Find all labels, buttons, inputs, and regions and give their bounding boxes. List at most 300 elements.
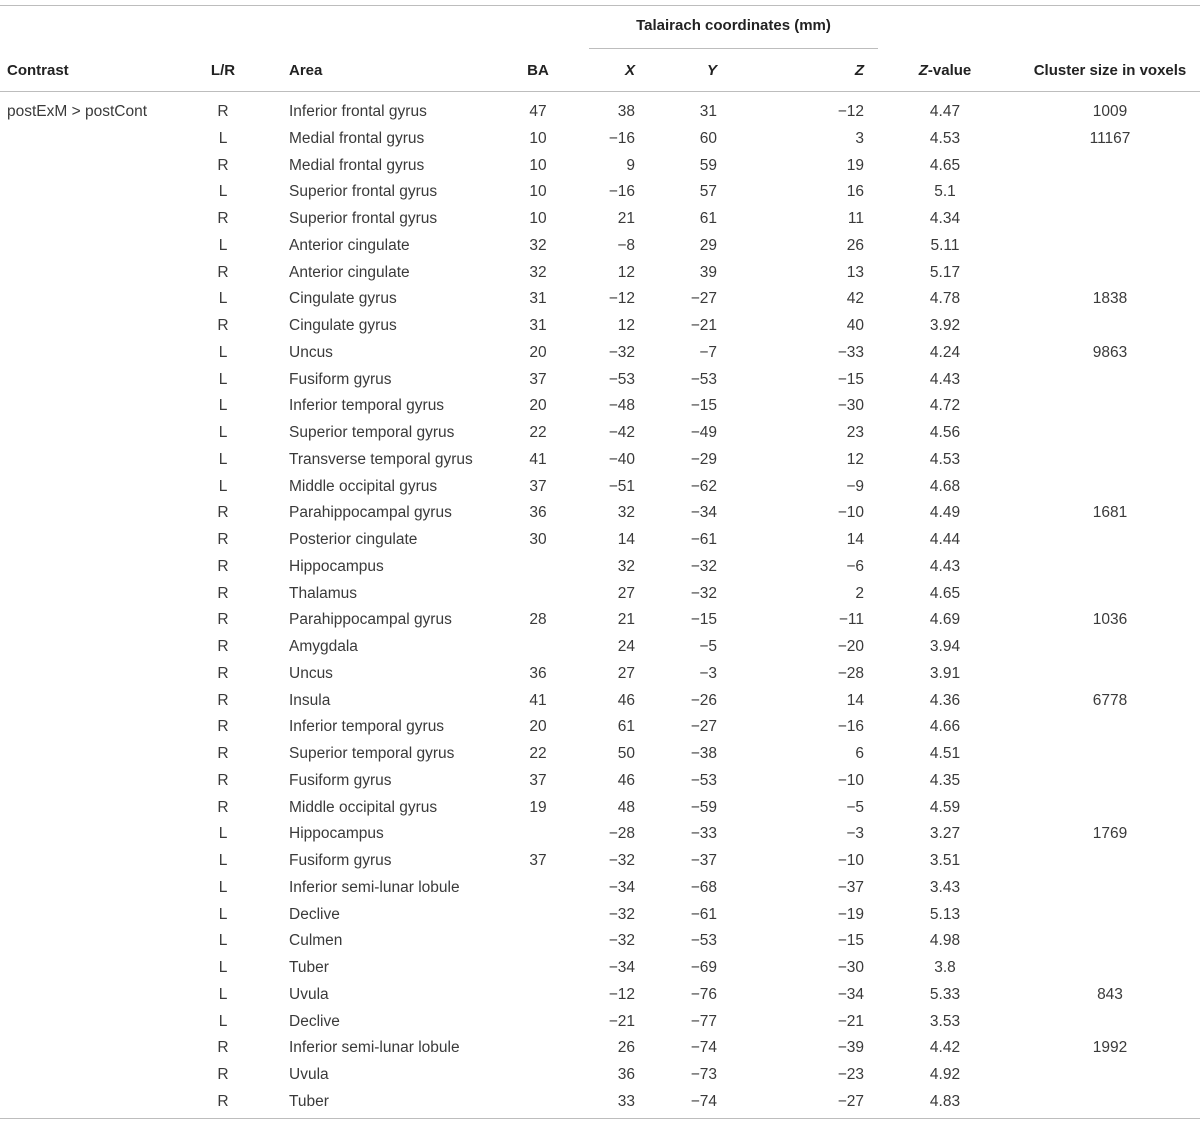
cell-z: −30 bbox=[837, 397, 864, 415]
cell-zvalue: 4.43 bbox=[929, 557, 961, 575]
cell-lr: R bbox=[217, 638, 229, 655]
cell-zvalue: 5.11 bbox=[930, 236, 960, 254]
header-y bbox=[660, 62, 717, 79]
cell-area: Uvula bbox=[289, 1066, 329, 1083]
cell-y: −68 bbox=[690, 878, 717, 896]
cell-cluster: 1992 bbox=[1092, 1039, 1128, 1057]
cell-y: 59 bbox=[699, 156, 717, 174]
cell-area: Superior temporal gyrus bbox=[289, 424, 455, 441]
cell-z: −20 bbox=[837, 638, 864, 655]
cell-y: −74 bbox=[690, 1039, 717, 1057]
cell-zvalue: 4.42 bbox=[929, 1039, 961, 1057]
cell-area: Thalamus bbox=[289, 584, 358, 602]
table-row bbox=[0, 954, 1200, 981]
table-row bbox=[0, 794, 1200, 821]
header-contrast: Contrast bbox=[7, 62, 69, 79]
cell-lr: R bbox=[217, 1039, 229, 1057]
cell-z: −27 bbox=[837, 1092, 864, 1110]
cell-z: −37 bbox=[837, 878, 864, 896]
cell-lr: L bbox=[218, 236, 228, 254]
cell-ba: 37 bbox=[529, 852, 547, 869]
cell-area: Fusiform gyrus bbox=[289, 370, 392, 388]
cell-x: −48 bbox=[608, 397, 635, 415]
table-row bbox=[0, 687, 1200, 714]
cell-area: Anterior cingulate bbox=[289, 263, 410, 281]
cell-area: Superior frontal gyrus bbox=[289, 183, 438, 201]
cell-lr: L bbox=[218, 290, 228, 308]
cell-y: −69 bbox=[690, 959, 717, 976]
cell-ba: 28 bbox=[529, 611, 547, 629]
header-bottom-rule bbox=[0, 91, 1200, 92]
cell-z: −10 bbox=[837, 771, 864, 789]
cell-x: −42 bbox=[608, 424, 635, 441]
cell-ba: 22 bbox=[529, 424, 547, 441]
cell-ba: 36 bbox=[529, 664, 547, 682]
cell-zvalue: 4.65 bbox=[929, 156, 961, 174]
cell-lr: L bbox=[218, 424, 228, 441]
cell-zvalue: 3.27 bbox=[929, 825, 961, 843]
cell-z: 12 bbox=[846, 450, 864, 468]
cell-area: Middle occipital gyrus bbox=[289, 477, 438, 495]
table-row bbox=[0, 98, 1200, 125]
cell-area: Cingulate gyrus bbox=[289, 290, 397, 308]
cell-x: 36 bbox=[617, 1066, 635, 1083]
cell-zvalue: 3.94 bbox=[929, 638, 961, 655]
cell-z: −9 bbox=[846, 477, 864, 495]
cell-y: −27 bbox=[690, 718, 717, 736]
header-zvalue-italic: Z bbox=[918, 62, 928, 79]
table-row bbox=[0, 259, 1200, 286]
cell-area: Transverse temporal gyrus bbox=[289, 450, 473, 468]
cell-z: 26 bbox=[846, 236, 864, 254]
cell-lr: R bbox=[217, 745, 229, 762]
cell-area: Uncus bbox=[289, 664, 333, 682]
cell-area: Declive bbox=[289, 905, 340, 923]
cell-cluster: 843 bbox=[1097, 985, 1123, 1003]
cell-lr: L bbox=[218, 450, 228, 468]
cell-x: 61 bbox=[617, 718, 635, 736]
table-row bbox=[0, 1034, 1200, 1061]
cell-y: −26 bbox=[690, 691, 717, 709]
header-zvalue-rest: -value bbox=[927, 62, 972, 79]
table-row bbox=[0, 820, 1200, 847]
cell-z: 23 bbox=[846, 424, 864, 441]
cell-zvalue: 3.51 bbox=[929, 852, 961, 869]
cell-ba: 10 bbox=[529, 156, 547, 174]
cell-area: Tuber bbox=[289, 959, 329, 976]
cell-zvalue: 3.43 bbox=[929, 878, 961, 896]
cell-cluster: 1036 bbox=[1092, 611, 1128, 629]
cell-zvalue: 3.91 bbox=[929, 664, 961, 682]
cell-zvalue: 4.56 bbox=[929, 424, 961, 441]
cell-lr: R bbox=[217, 1092, 229, 1110]
cell-z: 2 bbox=[855, 584, 864, 602]
cell-y: −29 bbox=[690, 450, 717, 468]
cell-zvalue: 4.78 bbox=[929, 290, 961, 308]
cell-lr: L bbox=[218, 959, 228, 976]
cell-z: 14 bbox=[846, 691, 864, 709]
cell-x: 24 bbox=[617, 638, 635, 655]
cell-y: −32 bbox=[690, 584, 717, 602]
cell-lr: L bbox=[218, 129, 228, 147]
cell-x: 21 bbox=[617, 611, 635, 629]
cell-z: −15 bbox=[837, 370, 864, 388]
table-row bbox=[0, 1088, 1200, 1115]
cell-zvalue: 5.13 bbox=[929, 905, 961, 923]
cell-lr: R bbox=[217, 263, 229, 281]
cell-y: −73 bbox=[690, 1066, 717, 1083]
header-lr: L/R bbox=[210, 62, 236, 79]
cell-ba: 20 bbox=[529, 343, 547, 361]
cell-y: −53 bbox=[690, 771, 717, 789]
cell-ba: 31 bbox=[529, 290, 547, 308]
table-row bbox=[0, 366, 1200, 393]
cell-zvalue: 3.92 bbox=[929, 317, 961, 334]
cell-y: −77 bbox=[690, 1012, 717, 1030]
cell-area: Inferior frontal gyrus bbox=[289, 103, 427, 120]
cell-ba: 22 bbox=[529, 745, 547, 762]
cell-zvalue: 4.68 bbox=[929, 477, 961, 495]
cell-area: Inferior semi-lunar lobule bbox=[289, 1039, 460, 1057]
cell-x: −53 bbox=[608, 370, 635, 388]
cell-lr: R bbox=[217, 798, 229, 816]
cell-area: Hippocampus bbox=[289, 825, 384, 843]
cell-x: −28 bbox=[608, 825, 635, 843]
cell-area: Middle occipital gyrus bbox=[289, 798, 438, 816]
cell-area: Superior frontal gyrus bbox=[289, 210, 438, 227]
cell-lr: L bbox=[218, 825, 228, 843]
cell-zvalue: 5.33 bbox=[929, 985, 961, 1003]
cell-ba: 32 bbox=[529, 263, 547, 281]
cell-z: 14 bbox=[846, 531, 864, 548]
cell-x: 21 bbox=[617, 210, 635, 227]
cell-area: Posterior cingulate bbox=[289, 531, 418, 548]
table-row bbox=[0, 874, 1200, 901]
table-row bbox=[0, 205, 1200, 232]
cell-lr: R bbox=[217, 504, 229, 522]
cell-z: 3 bbox=[855, 129, 864, 147]
cell-z: −39 bbox=[837, 1039, 864, 1057]
cell-x: −12 bbox=[608, 290, 635, 308]
table-bottom-rule bbox=[0, 1118, 1200, 1119]
cell-area: Superior temporal gyrus bbox=[289, 745, 455, 762]
cell-zvalue: 4.92 bbox=[929, 1066, 961, 1083]
cell-zvalue: 4.24 bbox=[929, 343, 961, 361]
cell-cluster: 1769 bbox=[1092, 825, 1128, 843]
cell-y: −61 bbox=[690, 905, 717, 923]
cell-lr: L bbox=[218, 852, 228, 869]
cell-area: Uvula bbox=[289, 985, 329, 1003]
cell-lr: R bbox=[217, 317, 229, 334]
cell-area: Uncus bbox=[289, 343, 333, 361]
cell-lr: R bbox=[217, 691, 229, 709]
cell-x: 27 bbox=[617, 584, 635, 602]
cell-cluster: 6778 bbox=[1092, 691, 1128, 709]
cell-zvalue: 4.44 bbox=[929, 531, 961, 548]
cell-lr: L bbox=[218, 1012, 228, 1030]
cell-ba: 10 bbox=[529, 129, 547, 147]
cell-x: −16 bbox=[608, 183, 635, 201]
header-ba: BA bbox=[527, 62, 549, 79]
cell-y: −38 bbox=[690, 745, 717, 762]
cell-z: −3 bbox=[846, 825, 864, 843]
talairach-span-rule bbox=[589, 48, 878, 49]
cell-y: 39 bbox=[699, 263, 717, 281]
cell-z: 11 bbox=[847, 210, 864, 227]
cell-y: 29 bbox=[699, 236, 717, 254]
cell-cluster: 11167 bbox=[1089, 129, 1131, 147]
cell-y: 60 bbox=[699, 129, 717, 147]
cell-x: −8 bbox=[617, 236, 635, 254]
cell-area: Medial frontal gyrus bbox=[289, 156, 425, 174]
cell-x: 12 bbox=[617, 263, 635, 281]
header-x-label: X bbox=[624, 62, 635, 79]
cell-z: −15 bbox=[837, 932, 864, 950]
cell-x: −34 bbox=[608, 959, 635, 976]
cell-y: −37 bbox=[690, 852, 717, 869]
cell-x: 50 bbox=[617, 745, 635, 762]
table-row bbox=[0, 660, 1200, 687]
cell-z: −23 bbox=[837, 1066, 864, 1083]
cell-y: −53 bbox=[690, 370, 717, 388]
cell-ba: 36 bbox=[529, 504, 547, 522]
cell-area: Fusiform gyrus bbox=[289, 852, 392, 869]
cell-x: 48 bbox=[617, 798, 635, 816]
cell-area: Inferior semi-lunar lobule bbox=[289, 878, 460, 896]
cell-area: Parahippocampal gyrus bbox=[289, 504, 452, 522]
table-row bbox=[0, 312, 1200, 339]
cell-ba: 32 bbox=[529, 236, 547, 254]
table-row bbox=[0, 178, 1200, 205]
cell-lr: R bbox=[217, 210, 229, 227]
cell-area: Inferior temporal gyrus bbox=[289, 718, 445, 736]
cell-ba: 10 bbox=[529, 210, 547, 227]
cell-y: 61 bbox=[699, 210, 717, 227]
cell-x: 26 bbox=[617, 1039, 635, 1057]
cell-x: −32 bbox=[608, 932, 635, 950]
cell-cluster: 1838 bbox=[1092, 290, 1128, 308]
table-row bbox=[0, 446, 1200, 473]
cell-x: 14 bbox=[617, 531, 635, 548]
cell-y: −27 bbox=[690, 290, 717, 308]
cell-x: 33 bbox=[617, 1092, 635, 1110]
cell-z: −11 bbox=[838, 611, 864, 629]
cell-x: −12 bbox=[608, 985, 635, 1003]
cell-z: 16 bbox=[846, 183, 864, 201]
cell-zvalue: 3.8 bbox=[934, 959, 956, 976]
cell-lr: R bbox=[217, 664, 229, 682]
table-row bbox=[0, 633, 1200, 660]
cell-lr: R bbox=[217, 611, 229, 629]
table-row bbox=[0, 847, 1200, 874]
cell-z: −34 bbox=[837, 985, 864, 1003]
cell-ba: 47 bbox=[529, 103, 547, 120]
cell-x: 46 bbox=[617, 691, 635, 709]
talairach-group-header: Talairach coordinates (mm) bbox=[636, 17, 831, 34]
cell-y: −49 bbox=[690, 424, 717, 441]
cell-z: −10 bbox=[837, 504, 864, 522]
table-row bbox=[0, 580, 1200, 607]
cell-z: 13 bbox=[846, 263, 864, 281]
cell-ba: 19 bbox=[529, 798, 547, 816]
cell-ba: 20 bbox=[529, 718, 547, 736]
cell-y: −32 bbox=[690, 557, 717, 575]
cell-y: −76 bbox=[690, 985, 717, 1003]
header-x bbox=[560, 62, 635, 79]
cell-zvalue: 4.43 bbox=[929, 370, 961, 388]
cell-zvalue: 4.34 bbox=[929, 210, 961, 227]
cell-z: 6 bbox=[855, 745, 864, 762]
cell-ba: 37 bbox=[529, 771, 547, 789]
table-row bbox=[0, 981, 1200, 1008]
cell-zvalue: 4.66 bbox=[929, 718, 961, 736]
cell-area: Tuber bbox=[289, 1092, 329, 1110]
cell-z: −28 bbox=[837, 664, 864, 682]
cell-y: −74 bbox=[690, 1092, 717, 1110]
cell-y: −15 bbox=[690, 397, 717, 415]
cell-z: 40 bbox=[846, 317, 864, 334]
table-row bbox=[0, 499, 1200, 526]
cell-lr: L bbox=[218, 985, 228, 1003]
cell-z: −6 bbox=[846, 557, 864, 575]
cell-lr: R bbox=[217, 557, 229, 575]
cell-lr: L bbox=[218, 477, 228, 495]
cell-z: −12 bbox=[837, 103, 864, 120]
cell-y: 31 bbox=[699, 103, 717, 120]
cell-zvalue: 4.83 bbox=[929, 1092, 961, 1110]
cell-lr: R bbox=[217, 771, 229, 789]
cell-x: −40 bbox=[608, 450, 635, 468]
header-zvalue bbox=[900, 62, 990, 79]
cell-y: −21 bbox=[690, 317, 717, 334]
cell-area: Anterior cingulate bbox=[289, 236, 410, 254]
cell-x: 27 bbox=[617, 664, 635, 682]
cell-zvalue: 4.98 bbox=[929, 932, 961, 950]
cell-ba: 41 bbox=[529, 450, 547, 468]
table-row bbox=[0, 713, 1200, 740]
cell-y: −5 bbox=[699, 638, 717, 655]
table-row bbox=[0, 526, 1200, 553]
cell-cluster: 1681 bbox=[1092, 504, 1128, 522]
cell-lr: R bbox=[217, 584, 229, 602]
cell-lr: L bbox=[218, 878, 228, 896]
cell-zvalue: 3.53 bbox=[929, 1012, 961, 1030]
cell-z: −5 bbox=[846, 798, 864, 816]
cell-x: −32 bbox=[608, 905, 635, 923]
table-row bbox=[0, 740, 1200, 767]
cell-area: Amygdala bbox=[289, 638, 358, 655]
cell-area: Cingulate gyrus bbox=[289, 317, 397, 334]
header-y-label: Y bbox=[706, 62, 717, 79]
cell-y: −3 bbox=[699, 664, 717, 682]
cell-lr: R bbox=[217, 718, 229, 736]
cell-y: −15 bbox=[690, 611, 717, 629]
table-row bbox=[0, 767, 1200, 794]
cell-y: 57 bbox=[699, 183, 717, 201]
cell-z: −19 bbox=[837, 905, 864, 923]
cell-ba: 41 bbox=[529, 691, 547, 709]
cell-x: 12 bbox=[617, 317, 635, 334]
cell-lr: L bbox=[218, 343, 228, 361]
table-top-rule bbox=[0, 5, 1200, 6]
table-row bbox=[0, 606, 1200, 633]
cell-zvalue: 4.53 bbox=[929, 450, 961, 468]
cell-zvalue: 4.65 bbox=[929, 584, 961, 602]
cell-zvalue: 5.1 bbox=[934, 183, 956, 201]
cell-ba: 37 bbox=[529, 370, 547, 388]
cell-z: −10 bbox=[837, 852, 864, 869]
cell-z: −30 bbox=[837, 959, 864, 976]
table-row bbox=[0, 473, 1200, 500]
cell-x: −51 bbox=[608, 477, 635, 495]
cell-y: −53 bbox=[690, 932, 717, 950]
cell-lr: R bbox=[217, 1066, 229, 1083]
cell-z: −21 bbox=[837, 1012, 864, 1030]
cell-zvalue: 4.35 bbox=[929, 771, 961, 789]
cell-lr: L bbox=[218, 397, 228, 415]
table-row bbox=[0, 419, 1200, 446]
cell-area: Declive bbox=[289, 1012, 340, 1030]
cell-x: −32 bbox=[608, 343, 635, 361]
cell-area: Medial frontal gyrus bbox=[289, 129, 425, 147]
cell-lr: L bbox=[218, 183, 228, 201]
cell-cluster: 9863 bbox=[1092, 343, 1128, 361]
cell-x: −34 bbox=[608, 878, 635, 896]
table-row bbox=[0, 339, 1200, 366]
table-row bbox=[0, 927, 1200, 954]
cell-area: Parahippocampal gyrus bbox=[289, 611, 452, 629]
table-row bbox=[0, 285, 1200, 312]
cell-z: 19 bbox=[846, 156, 864, 174]
header-cluster: Cluster size in voxels bbox=[1033, 62, 1187, 79]
table-row bbox=[0, 232, 1200, 259]
cell-area: Insula bbox=[289, 691, 331, 709]
header-area: Area bbox=[289, 62, 323, 79]
cell-x: 32 bbox=[617, 504, 635, 522]
cell-x: 9 bbox=[626, 156, 635, 174]
cell-area: Hippocampus bbox=[289, 557, 384, 575]
cell-z: −16 bbox=[837, 718, 864, 736]
cell-area: Culmen bbox=[289, 932, 343, 950]
cell-zvalue: 5.17 bbox=[929, 263, 961, 281]
cell-ba: 31 bbox=[529, 317, 547, 334]
table-row bbox=[0, 125, 1200, 152]
table-row bbox=[0, 901, 1200, 928]
cell-zvalue: 4.47 bbox=[929, 103, 961, 120]
cell-zvalue: 4.36 bbox=[929, 691, 961, 709]
cell-x: −16 bbox=[608, 129, 635, 147]
table-row bbox=[0, 553, 1200, 580]
cell-x: 32 bbox=[617, 557, 635, 575]
cell-area: Fusiform gyrus bbox=[289, 771, 392, 789]
cell-zvalue: 4.59 bbox=[929, 798, 961, 816]
cell-lr: L bbox=[218, 905, 228, 923]
cell-zvalue: 4.49 bbox=[929, 504, 961, 522]
cell-area: Inferior temporal gyrus bbox=[289, 397, 445, 415]
cell-z: 42 bbox=[846, 290, 864, 308]
cell-lr: R bbox=[217, 156, 229, 174]
cell-x: 46 bbox=[617, 771, 635, 789]
cell-y: −62 bbox=[690, 477, 717, 495]
cell-ba: 20 bbox=[529, 397, 547, 415]
cell-y: −61 bbox=[690, 531, 717, 548]
cell-zvalue: 4.53 bbox=[929, 129, 961, 147]
cell-ba: 37 bbox=[529, 477, 547, 495]
cell-zvalue: 4.51 bbox=[929, 745, 961, 762]
cell-y: −33 bbox=[690, 825, 717, 843]
cell-x: −32 bbox=[608, 852, 635, 869]
cell-lr: R bbox=[217, 103, 229, 120]
